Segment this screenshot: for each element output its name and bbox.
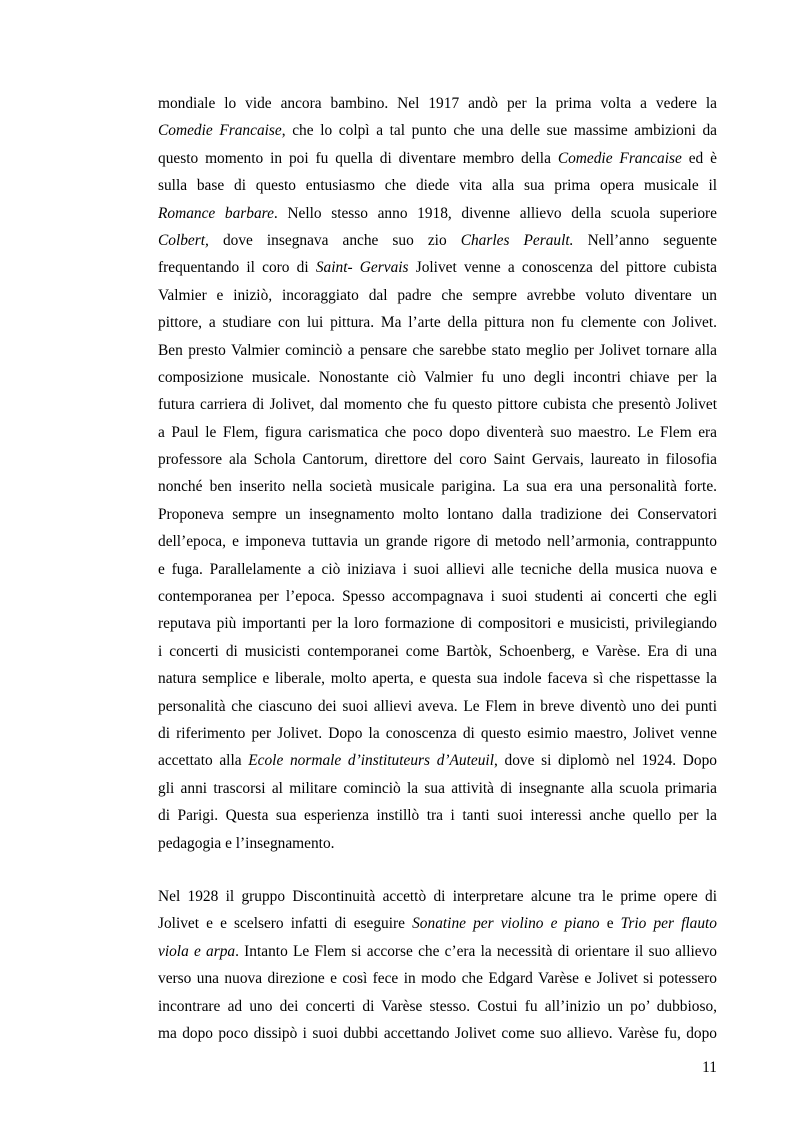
text-segment: Jolivet e e scelsero infatti di eseguire [158,915,413,933]
italic-text: Charles Perault. [460,231,574,249]
text-segment: composizione musicale. Nonostante ciò Valmier fu uno degli incontri chiave per la [158,368,717,386]
text-line [158,965,717,992]
text-segment: questo momento in poi fu quella di diventare membro della [158,149,558,167]
text-line [158,775,717,802]
text-line [158,172,717,199]
text-segment: verso una nuova direzione e così fece in modo che Edgard Varèse e Jolivet si potessero [158,970,717,988]
page-number: 11 [702,1059,717,1076]
text-segment: accettato alla [158,752,249,770]
text-line [158,391,717,418]
text-line [158,90,717,117]
text-segment: reputava più importanti per la loro formazione di compositori e musicisti, privilegiando [158,615,717,633]
text-line [158,938,717,965]
text-segment: ed è [681,149,717,167]
text-line [158,282,717,309]
text-segment: frequentando il coro di [158,259,316,277]
italic-text: Colbert, [158,231,209,249]
text-segment: a Paul le Flem, figura carismatica che poco dopo diventerà suo maestro. Le Flem era [158,423,717,441]
text-segment: ma dopo poco dissipò i suoi dubbi accettando Jolivet come suo allievo. Varèse fu, dopo [158,1024,717,1042]
italic-text: Trio per flauto [620,915,718,933]
text-segment: gli anni trascorsi al militare cominciò la sua attività di insegnante alla scuola primaria [158,779,717,797]
italic-text: Romance barbare [158,204,274,222]
text-segment: dell’epoca, e imponeva tuttavia un grande rigore di metodo nell’armonia, contrappunto [158,533,717,551]
italic-text: Comedie Francaise [557,149,682,167]
text-line [158,556,717,583]
text-segment: Proponeva sempre un insegnamento molto lontano dalla tradizione dei Conservatori [158,505,717,523]
text-segment: , dove si diplomò nel 1924. Dopo [493,752,717,770]
text-line [158,883,717,910]
text-line [158,309,717,336]
text-line [158,364,717,391]
text-segment: Nell’anno seguente [573,231,717,249]
text-line [158,419,717,446]
body-paragraph-1 [158,90,717,857]
text-line [158,1020,717,1047]
text-line [158,473,717,500]
text-line [158,638,717,665]
text-line [158,337,717,364]
text-segment: di riferimento per Jolivet. Dopo la conoscenza di questo esimio maestro, Jolivet venne [158,724,717,742]
text-segment: e fuga. Parallelamente a ciò iniziava i suoi allievi alle tecniche della musica nuova e [158,560,717,578]
text-line [158,802,717,829]
text-segment: di Parigi. Questa sua esperienza instillò tra i tanti suoi interessi anche quello per la [158,807,717,825]
text-segment: contemporanea per l’epoca. Spesso accompagnava i suoi studenti ai concerti che egli [158,588,717,606]
text-line [158,693,717,720]
text-line [158,610,717,637]
text-segment: Valmier e iniziò, incoraggiato dal padre che sempre avrebbe voluto diventare un [158,286,717,304]
text-segment: e [599,915,621,933]
text-line [158,501,717,528]
text-line [158,254,717,281]
text-line [158,830,717,857]
text-segment: nonché ben inserito nella società musicale parigina. La sua era una personalità forte. [158,478,717,496]
text-segment: , che lo colpì a tal punto che una delle sue massime ambizioni da [281,122,717,140]
body-paragraph-2 [158,883,717,1047]
text-segment: i concerti di musicisti contemporanei come Bartòk, Schoenberg, e Varèse. Era di una [158,642,717,660]
text-line [158,747,717,774]
text-segment: . Intanto Le Flem si accorse che c’era la necessità di orientare il suo allievo [235,942,717,960]
text-line [158,993,717,1020]
text-segment: mondiale lo vide ancora bambino. Nel 1917 andò per la prima volta a vedere la [158,95,717,112]
italic-text: Comedie Francaise [158,122,282,140]
italic-text: viola e arpa [158,942,236,960]
text-segment: professore ala Schola Cantorum, direttore del coro Saint Gervais, laureato in filosofia [158,451,717,469]
text-segment: dove insegnava anche suo zio [208,231,461,249]
text-segment: pittore, a studiare con lui pittura. Ma l’arte della pittura non fu clemente con Jolivet. [158,314,717,332]
text-segment: personalità che ciascuno dei suoi allievi aveva. Le Flem in breve diventò uno dei punti [158,697,717,715]
italic-text: Ecole normale d’instituteurs d’Auteuil [248,752,494,770]
text-line [158,227,717,254]
text-line [158,200,717,227]
text-line [158,665,717,692]
italic-text: Sonatine per violino e piano [412,915,600,933]
text-line [158,117,717,144]
text-segment: Ben presto Valmier cominciò a pensare che sarebbe stato meglio per Jolivet tornare alla [158,341,717,359]
text-line [158,145,717,172]
text-line [158,720,717,747]
italic-text: Saint- Gervais [315,259,409,277]
text-line [158,910,717,937]
text-line [158,528,717,555]
text-segment: natura semplice e liberale, molto aperta, e questa sua indole faceva sì che rispettasse la [158,670,717,688]
text-segment: Jolivet venne a conoscenza del pittore cubista [408,259,717,277]
text-segment: Nel 1928 il gruppo Discontinuità accettò di interpretare alcune tra le prime opere di [158,888,717,905]
text-segment: pedagogia e l’insegnamento. [158,834,335,852]
text-segment: incontrare ad uno dei concerti di Varèse stesso. Costui fu all’inizio un po’ dubbioso, [158,997,717,1015]
text-segment: . Nello stesso anno 1918, divenne allievo della scuola superiore [273,204,717,222]
text-segment: futura carriera di Jolivet, dal momento che fu questo pittore cubista che presentò Jolivet [158,396,717,414]
text-line [158,583,717,610]
text-segment: sulla base di questo entusiasmo che diede vita alla sua prima opera musicale il [158,177,717,195]
text-line [158,446,717,473]
